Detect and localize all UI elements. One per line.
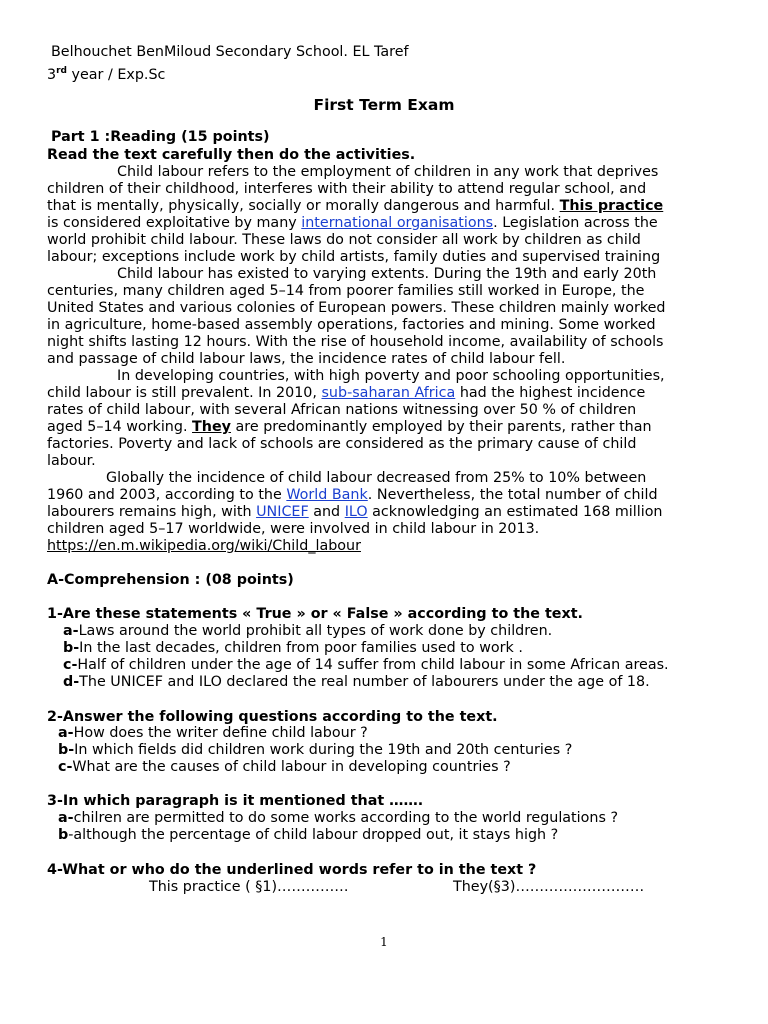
p1-line: Child labour refers to the employment of children in any work that deprives	[117, 164, 659, 180]
q2-item-b: b-In which fields did children work during the 19th and 20th centuries ?	[58, 742, 573, 758]
q1-item-b: b-In the last decades, children from poor families used to work .	[63, 640, 523, 656]
p3-line: aged 5–14 working. They are predominantly employed by their parents, rather than	[47, 419, 652, 435]
p1-line: labour; exceptions include work by child artists, family duties and supervised training	[47, 249, 661, 265]
p2-line: and passage of child labour laws, the incidence rates of child labour fell.	[47, 351, 566, 367]
q2-item-c: c-What are the causes of child labour in developing countries ?	[58, 759, 511, 775]
question-1-heading: 1-Are these statements « True » or « False » according to the text.	[47, 606, 583, 622]
p4-line: labourers remains high, with UNICEF and ILO acknowledging an estimated 168 million	[47, 504, 663, 520]
p2-line: Child labour has existed to varying extents. During the 19th and early 20th	[117, 266, 657, 282]
question-4-heading: 4-What or who do the underlined words refer to in the text ?	[47, 862, 537, 878]
source-url[interactable]: https://en.m.wikipedia.org/wiki/Child_labour	[47, 538, 361, 554]
p3-line: child labour is still prevalent. In 2010, sub-saharan Africa had the highest incidence	[47, 385, 646, 401]
underlined-this-practice: This practice	[559, 198, 664, 214]
q1-item-a: a-Laws around the world prohibit all types of work done by children.	[63, 623, 553, 639]
p2-line: night shifts lasting 12 hours. With the rise of household income, availability of schools	[47, 334, 664, 350]
p1-line: is considered exploitative by many international organisations. Legislation across the	[47, 215, 658, 231]
school-name: Belhouchet BenMiloud Secondary School. EL Taref	[51, 44, 409, 60]
link-ilo[interactable]: ILO	[344, 504, 368, 520]
reading-instruction: Read the text carefully then do the activities.	[47, 147, 416, 163]
answer-line-this-practice[interactable]: This practice ( §1)……………	[149, 879, 349, 895]
p3-line: labour.	[47, 453, 96, 469]
link-international-organisations[interactable]: international organisations	[301, 215, 494, 231]
link-sub-saharan-africa[interactable]: sub-saharan Africa	[321, 385, 456, 401]
p3-line: rates of child labour, with several African nations witnessing over 50 % of children	[47, 402, 637, 418]
part1-heading: Part 1 :Reading (15 points)	[51, 129, 270, 145]
p4-line: children aged 5–17 worldwide, were involved in child labour in 2013.	[47, 521, 540, 537]
class-level: 3rd year / Exp.Sc	[47, 66, 166, 83]
page-number: 1	[380, 935, 388, 949]
question-3-heading: 3-In which paragraph is it mentioned that …….	[47, 793, 424, 809]
answer-line-they[interactable]: They(§3)………………………	[453, 879, 645, 895]
page-title: First Term Exam	[313, 96, 455, 114]
p3-line: factories. Poverty and lack of schools are considered as the primary cause of child	[47, 436, 637, 452]
link-unicef[interactable]: UNICEF	[256, 504, 309, 520]
q3-item-b: b-although the percentage of child labour dropped out, it stays high ?	[58, 827, 559, 843]
q2-item-a: a-How does the writer define child labour ?	[58, 725, 368, 741]
link-world-bank[interactable]: World Bank	[286, 487, 368, 503]
p4-line: Globally the incidence of child labour decreased from 25% to 10% between	[106, 470, 647, 486]
q3-item-a: a-chilren are permitted to do some works according to the world regulations ?	[58, 810, 619, 826]
p3-line: In developing countries, with high poverty and poor schooling opportunities,	[117, 368, 665, 384]
p2-line: centuries, many children aged 5–14 from poorer families still worked in Europe, the	[47, 283, 645, 299]
p1-line: children of their childhood, interferes with their ability to attend regular school, and	[47, 181, 647, 197]
p2-line: United States and various colonies of European powers. These children mainly worked	[47, 300, 666, 316]
underlined-they: They	[192, 419, 231, 435]
p2-line: in agriculture, home-based assembly operations, factories and mining. Some worked	[47, 317, 656, 333]
p4-line: 1960 and 2003, according to the World Bank. Nevertheless, the total number of child	[47, 487, 658, 503]
p1-line: that is mentally, physically, socially or morally dangerous and harmful. This practice	[47, 198, 664, 214]
q1-item-c: c-Half of children under the age of 14 suffer from child labour in some African areas.	[63, 657, 669, 673]
p1-line: world prohibit child labour. These laws do not consider all work by children as child	[47, 232, 641, 248]
comprehension-heading: A-Comprehension : (08 points)	[47, 572, 294, 588]
q1-item-d: d-The UNICEF and ILO declared the real number of labourers under the age of 18.	[63, 674, 650, 690]
question-2-heading: 2-Answer the following questions according to the text.	[47, 709, 498, 725]
